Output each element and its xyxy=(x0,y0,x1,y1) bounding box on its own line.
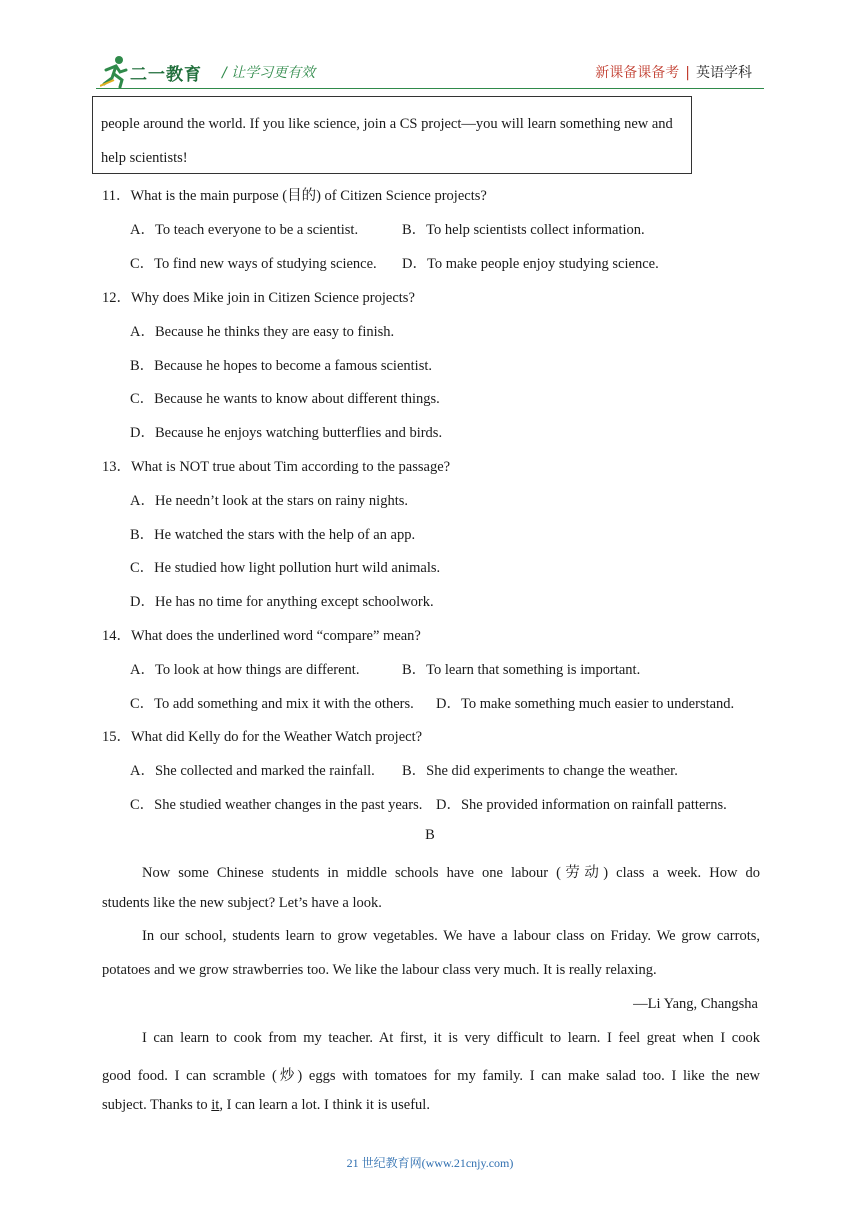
logo-text: 二一教育 xyxy=(130,65,202,85)
option-12d: D．Because he enjoys watching butterflies and birds. xyxy=(130,425,443,441)
runner-logo-icon xyxy=(100,54,130,88)
logo xyxy=(100,54,220,88)
paragraph-3-line-3 xyxy=(102,1097,430,1114)
option-12a: A．Because he thinks they are easy to finish. xyxy=(130,324,395,340)
header-rule xyxy=(96,88,764,89)
option-11d: D．To make people enjoy studying science. xyxy=(402,256,659,272)
option-13a: A．He needn’t look at the stars on rainy nights. xyxy=(130,493,408,509)
question-11: 11．What is the main purpose (目的) of Citizen Science projects? xyxy=(102,188,487,204)
page-footer: 21 世纪教育网(www.21cnjy.com) xyxy=(346,1156,514,1170)
header-right xyxy=(595,62,752,82)
option-11a: A．To teach everyone to be a scientist. xyxy=(130,222,359,238)
option-15b: B．She did experiments to change the weather. xyxy=(402,763,678,779)
header-divider: | xyxy=(685,65,690,81)
paragraph-2-line-1: In our school, students learn to grow vegetables. We have a labour class on Friday. We grow carrots, xyxy=(142,928,760,944)
header-subject: 英语学科 xyxy=(696,65,752,81)
option-14d: D．To make something much easier to understand. xyxy=(436,696,735,712)
option-11c: C．To find new ways of studying science. xyxy=(130,256,377,272)
signature: —Li Yang, Changsha xyxy=(633,996,758,1012)
paragraph-1-line-2: students like the new subject? Let’s have a look. xyxy=(102,895,382,911)
slogan: / 让学习更有效 xyxy=(222,65,316,81)
section-heading: B xyxy=(425,827,435,843)
option-12c: C．Because he wants to know about different things. xyxy=(130,391,440,407)
question-13: 13．What is NOT true about Tim according to the passage? xyxy=(102,459,451,475)
text-segment: , I can learn a lot. I think it is useful. xyxy=(219,1097,430,1113)
paragraph-2-line-2: potatoes and we grow strawberries too. We like the labour class very much. It is really relaxing. xyxy=(102,962,657,978)
passage-box: people around the world. If you like science, join a CS project—you will learn something new and help scientists! xyxy=(92,96,692,174)
header-subtitle: 新课备课备考 xyxy=(595,65,680,81)
option-14b: B．To learn that something is important. xyxy=(402,662,641,678)
question-15: 15．What did Kelly do for the Weather Watch project? xyxy=(102,729,423,745)
option-13c: C．He studied how light pollution hurt wild animals. xyxy=(130,560,441,576)
paragraph-3-line-2: good food. I can scramble (炒) eggs with tomatoes for my family. I can make salad too. I like the new xyxy=(102,1068,760,1084)
option-15a: A．She collected and marked the rainfall. xyxy=(130,763,375,779)
underlined-word: it xyxy=(211,1097,220,1113)
question-12: 12．Why does Mike join in Citizen Science projects? xyxy=(102,290,415,306)
option-11b: B．To help scientists collect information. xyxy=(402,222,645,238)
question-14: 14．What does the underlined word “compare” mean? xyxy=(102,628,421,644)
text-segment: subject. Thanks to xyxy=(102,1097,212,1113)
paragraph-3-line-1: I can learn to cook from my teacher. At first, it is very difficult to learn. I feel great when I cook xyxy=(142,1030,760,1046)
paragraph-1-line-1: Now some Chinese students in middle schools have one labour (劳动) class a week. How do xyxy=(142,865,760,881)
option-13d: D．He has no time for anything except schoolwork. xyxy=(130,594,434,610)
option-15c: C．She studied weather changes in the past years. xyxy=(130,797,423,813)
option-15d: D．She provided information on rainfall patterns. xyxy=(436,797,727,813)
page-header xyxy=(0,0,860,96)
option-12b: B．Because he hopes to become a famous scientist. xyxy=(130,358,433,374)
option-14a: A．To look at how things are different. xyxy=(130,662,360,678)
option-14c: C．To add something and mix it with the others. xyxy=(130,696,414,712)
option-13b: B．He watched the stars with the help of an app. xyxy=(130,527,416,543)
